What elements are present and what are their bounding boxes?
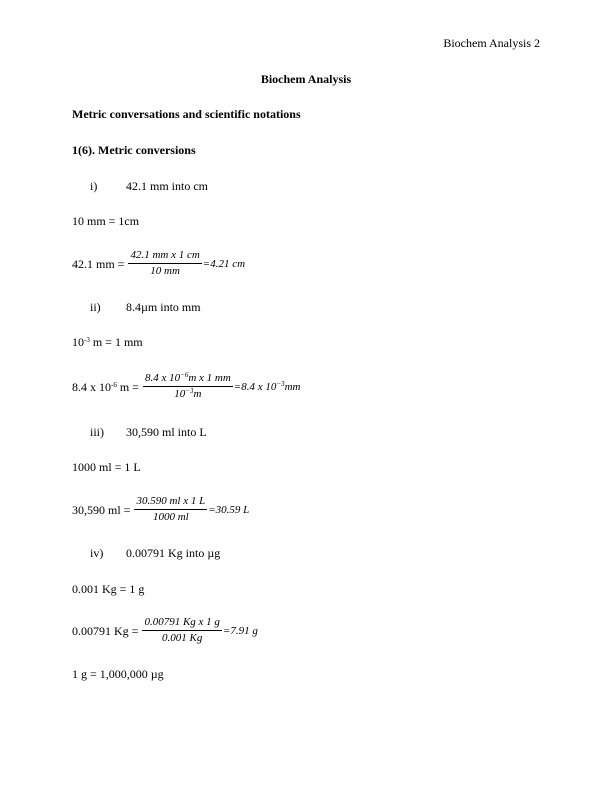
- fraction: [142, 616, 221, 645]
- equation-result: =7.91 g: [222, 624, 258, 637]
- section-heading: Metric conversations and scientific notations: [72, 107, 301, 121]
- problem-text: 0.00791 Kg into µg: [126, 546, 221, 560]
- fraction-denominator: 1000 ml: [152, 511, 189, 523]
- document-title: Biochem Analysis: [260, 72, 352, 86]
- problem-number: iii): [90, 425, 104, 439]
- problem-4-prompt: [90, 546, 220, 560]
- fraction: [134, 495, 207, 524]
- equation-lhs: 0.00791 Kg =: [72, 623, 142, 638]
- relation-rest: m = 1 mm: [89, 335, 143, 349]
- problem-text: 30,590 ml into L: [126, 425, 207, 439]
- problem-1-equation: [72, 249, 245, 278]
- relation-base: 10: [72, 335, 84, 349]
- fraction: [128, 249, 201, 278]
- problem-text: 8.4µm into mm: [126, 300, 201, 314]
- fraction-denominator: $10^{-3}m$: [174, 387, 202, 400]
- problem-1-prompt: [90, 179, 208, 193]
- equation-lhs: 30,590 ml =: [72, 502, 134, 517]
- fraction-numerator: 8.4 x $10^{-6}m$ x 1 mm: [143, 372, 233, 387]
- fraction: [143, 372, 233, 401]
- problem-4-equation: [72, 616, 258, 645]
- fraction-denominator: 0.001 Kg: [162, 632, 203, 644]
- problem-number: i): [90, 179, 98, 193]
- problem-1-relation: 10 mm = 1cm: [72, 214, 140, 228]
- problem-number: ii): [90, 300, 101, 314]
- problem-3-prompt: [90, 425, 207, 439]
- equation-lhs: 8.4 x $10^{-6}$ m =: [72, 379, 142, 394]
- problem-2-equation: [72, 372, 300, 401]
- fraction-numerator: 0.00791 Kg x 1 g: [142, 616, 221, 631]
- fraction-numerator: 42.1 mm x 1 cm: [128, 249, 201, 264]
- running-head: Biochem Analysis 2: [443, 36, 540, 50]
- problem-4-extra-relation: 1 g = 1,000,000 µg: [72, 667, 164, 681]
- problem-2-relation: [72, 335, 143, 349]
- equation-result: =30.59 L: [208, 503, 250, 516]
- problem-2-prompt: [90, 300, 201, 314]
- relation-exponent: -3: [84, 336, 90, 344]
- problem-number: iv): [90, 546, 104, 560]
- problem-text: 42.1 mm into cm: [126, 179, 208, 193]
- problem-4-relation: 0.001 Kg = 1 g: [72, 582, 145, 596]
- equation-result: =8.4 x $10^{-3}mm$: [233, 379, 301, 393]
- subsection-heading: 1(6). Metric conversions: [72, 143, 196, 157]
- fraction-denominator: 10 mm: [150, 265, 180, 277]
- problem-3-relation: 1000 ml = 1 L: [72, 460, 141, 474]
- equation-result: =4.21 cm: [202, 257, 246, 270]
- equation-lhs: 42.1 mm =: [72, 256, 128, 271]
- fraction-numerator: 30.590 ml x 1 L: [134, 495, 207, 510]
- problem-3-equation: [72, 495, 249, 524]
